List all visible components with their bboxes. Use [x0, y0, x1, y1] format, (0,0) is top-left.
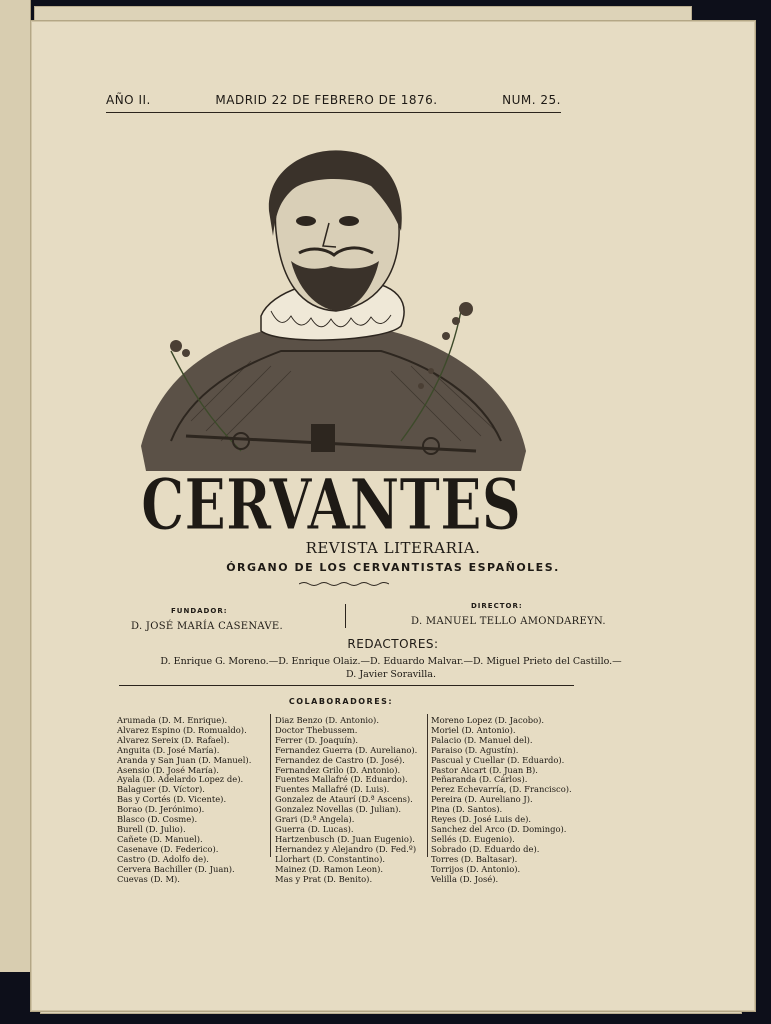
colaborador-entry: Asensio (D. José María).: [117, 764, 219, 775]
colaborador-entry: Llorhart (D. Constantino).: [275, 853, 386, 864]
colaborador-entry: Moreno Lopez (D. Jacobo).: [431, 715, 545, 725]
colaborador-entry: Paraiso (D. Agustín).: [431, 744, 519, 755]
director-label: DIRECTOR:: [471, 602, 523, 610]
colaborador-entry: Anguita (D. José María).: [117, 744, 220, 755]
staff-divider: [345, 604, 346, 628]
colaborador-entry: Mas y Prat (D. Benito).: [275, 873, 373, 884]
adjacent-page-edge: [0, 0, 31, 972]
colaborador-entry: Torres (D. Baltasar).: [431, 853, 518, 864]
cervantes-portrait-engraving: [131, 141, 531, 541]
colaborador-entry: Fernandez Guerra (D. Aureliano).: [275, 744, 418, 755]
colaborador-entry: Diaz Benzo (D. Antonio).: [275, 715, 379, 725]
colaborador-entry: Alvarez Sereix (D. Rafael).: [117, 734, 230, 745]
colaborador-entry: Cervera Bachiller (D. Juan).: [117, 863, 235, 874]
colaborador-entry: Aranda y San Juan (D. Manuel).: [117, 754, 252, 765]
colaborador-entry: Guerra (D. Lucas).: [275, 823, 354, 834]
colaborador-entry: Gonzalez de Ataurí (D.ª Ascens).: [275, 794, 413, 805]
colaboradores-rule: [119, 685, 574, 686]
header-line: [106, 93, 561, 107]
issue-number: NUM. 25.: [502, 93, 561, 107]
colaboradores-column-2: [275, 716, 427, 884]
colaborador-entry: Torrijos (D. Antonio).: [431, 863, 521, 874]
colaborador-entry: Castro (D. Adolfo de).: [117, 853, 209, 864]
colaborador-entry: Gonzalez Novellas (D. Julian).: [275, 804, 402, 815]
colaboradores-title: COLABORADORES:: [288, 697, 394, 706]
colaborador-entry: Casenave (D. Federico).: [117, 843, 219, 854]
column-rule-2: [427, 714, 428, 857]
colaborador-entry: Arumada (D. M. Enrique).: [117, 715, 228, 725]
colaborador-entry: Fuentes Mallafré (D. Luis).: [275, 784, 390, 795]
column-rule-1: [270, 714, 271, 857]
colaborador-entry: Ayala (D. Adelardo Lopez de).: [117, 774, 244, 785]
colaborador-entry: Cañete (D. Manuel).: [117, 833, 203, 844]
colaborador-entry: Fernandez de Castro (D. José).: [275, 754, 405, 765]
colaborador-entry: Ferrer (D. Joaquín).: [275, 734, 359, 745]
colaborador-entry: Bas y Cortés (D. Vicente).: [117, 794, 227, 805]
masthead-title: CERVANTES: [141, 463, 521, 541]
ornamental-rule: [299, 581, 389, 587]
colaborador-entry: Grari (D.ª Angela).: [275, 814, 355, 825]
colaborador-entry: Pastor Aicart (D. Juan B).: [431, 764, 538, 775]
newspaper-page: [30, 20, 756, 1012]
colaborador-entry: Hartzenbusch (D. Juan Eugenio).: [275, 833, 415, 844]
colaborador-entry: Pereira (D. Aureliano J).: [431, 794, 533, 805]
colaborador-entry: Sellés (D. Eugenio).: [431, 833, 515, 844]
colaborador-entry: Pascual y Cuellar (D. Eduardo).: [431, 754, 565, 765]
redactores-line-2: D. Javier Soravilla.: [346, 669, 436, 680]
header-rule: [106, 112, 561, 113]
year-label: AÑO II.: [106, 93, 151, 107]
colaborador-entry: Balaguer (D. Víctor).: [117, 784, 205, 795]
redactores-title: REDACTORES:: [347, 637, 439, 651]
colaborador-entry: Cuevas (D. M).: [117, 873, 180, 884]
colaborador-entry: Doctor Thebussem.: [275, 724, 358, 735]
colaborador-entry: Burell (D. Julio).: [117, 823, 186, 834]
founder-name: D. JOSÉ MARÍA CASENAVE.: [131, 621, 283, 632]
masthead-tagline: ÓRGANO DE LOS CERVANTISTAS ESPAÑOLES.: [226, 561, 560, 574]
redactores-line-1: D. Enrique G. Moreno.—D. Enrique Olaiz.—D. Eduardo Malvar.—D. Miguel Prieto del Castillo.—: [160, 656, 622, 667]
colaborador-entry: Moriel (D. Antonio).: [431, 724, 516, 735]
issue-date: MADRID 22 DE FEBRERO DE 1876.: [215, 93, 438, 107]
colaborador-entry: Peñaranda (D. Cárlos).: [431, 774, 528, 785]
colaboradores-column-3: [431, 716, 581, 884]
colaborador-entry: Alvarez Espino (D. Romualdo).: [117, 724, 247, 735]
colaborador-entry: Mainez (D. Ramon Leon).: [275, 863, 384, 874]
colaborador-entry: Borao (D. Jerónimo).: [117, 804, 205, 815]
colaboradores-column-1: [117, 716, 267, 884]
colaborador-entry: Blasco (D. Cosme).: [117, 814, 198, 825]
colaborador-entry: Velilla (D. José).: [431, 873, 499, 884]
colaborador-entry: Hernandez y Alejandro (D. Fed.º): [275, 843, 417, 854]
redactores-list: [121, 655, 661, 681]
colaborador-entry: Fernandez Grilo (D. Antonio).: [275, 764, 401, 775]
director-name: D. MANUEL TELLO AMONDAREYN.: [411, 616, 606, 627]
founder-label: FUNDADOR:: [171, 607, 228, 615]
colaborador-entry: Reyes (D. José Luis de).: [431, 814, 532, 825]
colaborador-entry: Sanchez del Arco (D. Domingo).: [431, 823, 567, 834]
masthead-subtitle: REVISTA LITERARIA.: [305, 539, 481, 557]
colaborador-entry: Palacio (D. Manuel del).: [431, 734, 533, 745]
colaborador-entry: Sobrado (D. Eduardo de).: [431, 843, 540, 854]
colaborador-entry: Pina (D. Santos).: [431, 804, 503, 815]
colaborador-entry: Fuentes Mallafré (D. Eduardo).: [275, 774, 408, 785]
colaborador-entry: Perez Echevarría, (D. Francisco).: [431, 784, 572, 795]
